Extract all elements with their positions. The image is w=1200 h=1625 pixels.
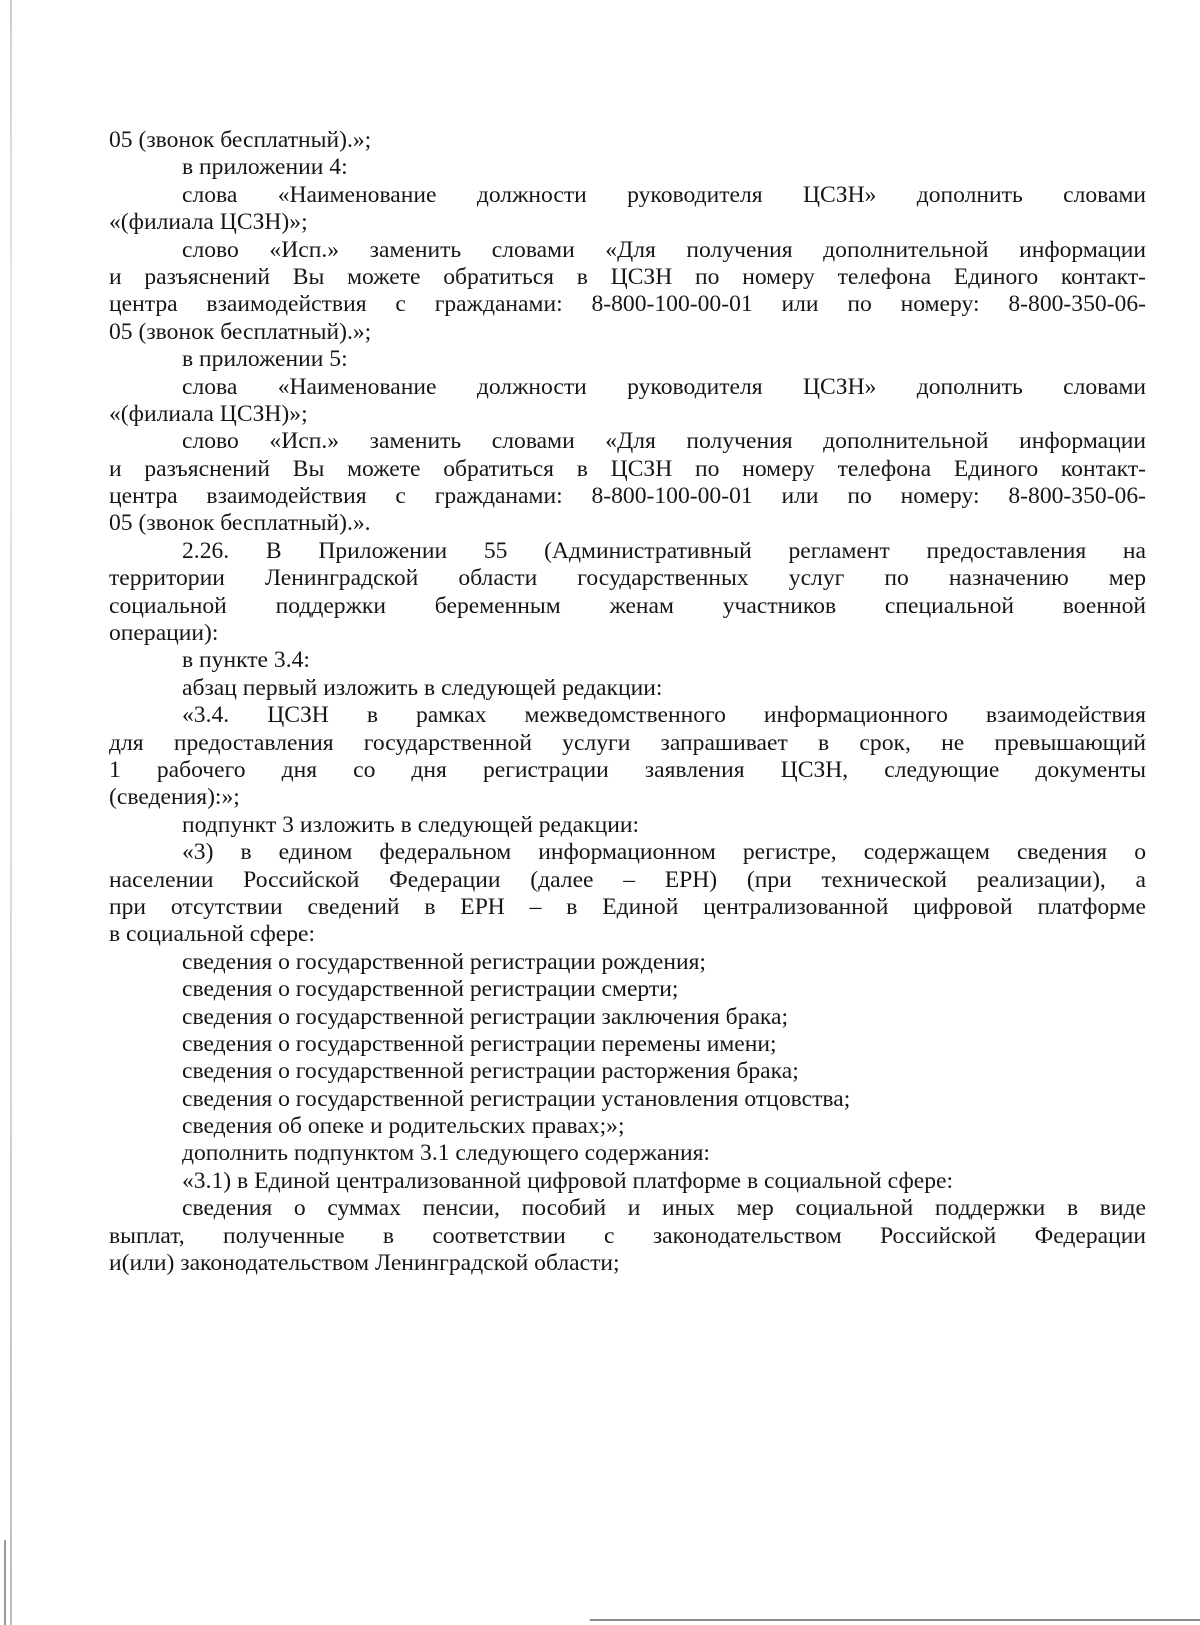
text-line: сведения о государственной регистрации заключения брака; bbox=[182, 1003, 789, 1030]
text-line: в пункте 3.4: bbox=[182, 647, 310, 674]
text-line: «3.1) в Единой централизованной цифровой платформе в социальной сфере: bbox=[182, 1167, 954, 1194]
text-line: в приложении 4: bbox=[182, 154, 348, 181]
text-line: и разъяснений Вы можете обратиться в ЦСЗН по номеру телефона Единого контакт- bbox=[109, 455, 1146, 482]
text-line: 05 (звонок бесплатный).»; bbox=[109, 127, 372, 153]
text-line: сведения о государственной регистрации смерти; bbox=[182, 976, 679, 1003]
text-line: центра взаимодействия с гражданами: 8-800-100-00-01 или по номеру: 8-800-350-06- bbox=[109, 291, 1146, 318]
text-line: дополнить подпунктом 3.1 следующего содержания: bbox=[182, 1140, 710, 1167]
text-line: в социальной сфере: bbox=[109, 921, 316, 948]
text-line: абзац первый изложить в следующей редакции: bbox=[182, 674, 663, 701]
scan-border-left bbox=[10, 0, 12, 1625]
text-line: сведения об опеке и родительских правах;»; bbox=[182, 1113, 625, 1140]
scan-border-bottom bbox=[590, 1619, 1200, 1621]
text-line: населении Российской Федерации (далее – ЕРН) (при технической реализации), а bbox=[109, 866, 1146, 893]
text-line: «3.4. ЦСЗН в рамках межведомственного информационного взаимодействия bbox=[182, 702, 1146, 729]
text-line: социальной поддержки беременным женам участников специальной военной bbox=[109, 592, 1146, 619]
text-line: операции): bbox=[109, 620, 219, 647]
text-line: сведения о государственной регистрации перемены имени; bbox=[182, 1030, 777, 1057]
document-body bbox=[109, 127, 1146, 1277]
text-line: сведения о суммах пенсии, пособий и иных мер социальной поддержки в виде bbox=[182, 1195, 1146, 1222]
text-line: слово «Исп.» заменить словами «Для получения дополнительной информации bbox=[182, 428, 1146, 455]
text-line: сведения о государственной регистрации установления отцовства; bbox=[182, 1085, 851, 1112]
text-line: и разъяснений Вы можете обратиться в ЦСЗН по номеру телефона Единого контакт- bbox=[109, 263, 1146, 290]
text-line: подпункт 3 изложить в следующей редакции: bbox=[182, 811, 640, 838]
text-line: «(филиала ЦСЗН)»; bbox=[109, 400, 308, 427]
text-line: «(филиала ЦСЗН)»; bbox=[109, 209, 308, 236]
text-line: для предоставления государственной услуги запрашивает в срок, не превышающий bbox=[109, 729, 1146, 756]
text-line: выплат, полученные в соответствии с законодательством Российской Федерации bbox=[109, 1222, 1146, 1249]
text-line: и(или) законодательством Ленинградской области; bbox=[109, 1250, 620, 1277]
text-line: в приложении 5: bbox=[182, 346, 348, 373]
text-line: сведения о государственной регистрации расторжения брака; bbox=[182, 1058, 799, 1085]
text-line: «3) в едином федеральном информационном регистре, содержащем сведения о bbox=[182, 839, 1146, 866]
text-line: 2.26. В Приложении 55 (Административный регламент предоставления на bbox=[182, 537, 1146, 564]
text-line: слова «Наименование должности руководителя ЦСЗН» дополнить словами bbox=[182, 373, 1146, 400]
text-line: 05 (звонок бесплатный).». bbox=[109, 510, 371, 537]
scan-border-left-mark bbox=[4, 1540, 6, 1625]
text-line: при отсутствии сведений в ЕРН – в Единой централизованной цифровой платформе bbox=[109, 893, 1146, 920]
text-line: 05 (звонок бесплатный).»; bbox=[109, 318, 372, 345]
text-line: 1 рабочего дня со дня регистрации заявления ЦСЗН, следующие документы bbox=[109, 756, 1146, 783]
text-line: сведения о государственной регистрации рождения; bbox=[182, 948, 706, 975]
text-line: территории Ленинградской области государственных услуг по назначению мер bbox=[109, 565, 1146, 592]
text-line: слово «Исп.» заменить словами «Для получения дополнительной информации bbox=[182, 236, 1146, 263]
text-line: (сведения):»; bbox=[109, 784, 240, 811]
text-line: слова «Наименование должности руководителя ЦСЗН» дополнить словами bbox=[182, 181, 1146, 208]
text-line: центра взаимодействия с гражданами: 8-800-100-00-01 или по номеру: 8-800-350-06- bbox=[109, 483, 1146, 510]
